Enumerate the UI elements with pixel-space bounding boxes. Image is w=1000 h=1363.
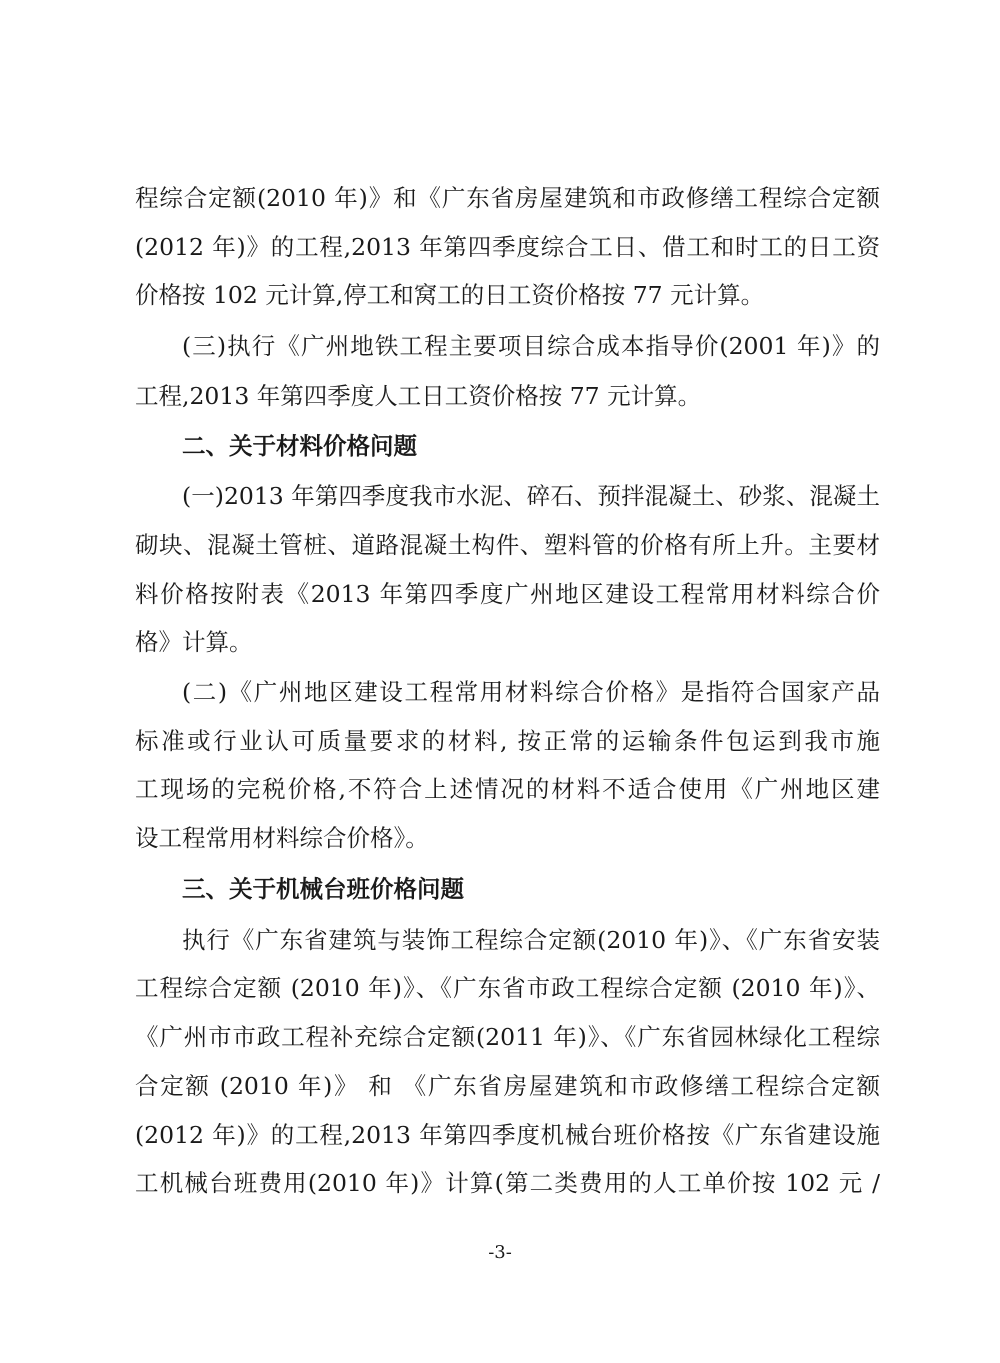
text-line: 《广州市市政工程补充综合定额(2011 年)》、《广东省园林绿化工程综: [135, 1023, 880, 1051]
text-line: 标准或行业认可质量要求的材料, 按正常的运输条件包运到我市施: [135, 727, 880, 755]
text-line: (2012 年)》的工程,2013 年第四季度机械台班价格按《广东省建设施: [135, 1121, 880, 1149]
text-line: (三)执行《广州地铁工程主要项目综合成本指导价(2001 年)》的: [182, 332, 880, 360]
text-line: 合定额 (2010 年)》 和 《广东省房屋建筑和市政修缮工程综合定额: [135, 1072, 880, 1100]
text-line: 执行《广东省建筑与装饰工程综合定额(2010 年)》、《广东省安装: [182, 926, 880, 954]
text-line: (二)《广州地区建设工程常用材料综合价格》是指符合国家产品: [182, 678, 880, 706]
text-line: 料价格按附表《2013 年第四季度广州地区建设工程常用材料综合价: [135, 580, 880, 608]
text-line: 程综合定额(2010 年)》和《广东省房屋建筑和市政修缮工程综合定额: [135, 184, 880, 212]
text-line: (一)2013 年第四季度我市水泥、碎石、预拌混凝土、砂浆、混凝土: [182, 482, 880, 510]
text-line: 工现场的完税价格,不符合上述情况的材料不适合使用《广州地区建: [135, 775, 880, 803]
text-line: 价格按 102 元计算,停工和窝工的日工资价格按 77 元计算。: [135, 281, 765, 309]
text-line: 工程综合定额 (2010 年)》、《广东省市政工程综合定额 (2010 年)》、: [135, 974, 880, 1002]
text-line: (2012 年)》的工程,2013 年第四季度综合工日、借工和时工的日工资: [135, 233, 880, 261]
text-line: 工机械台班费用(2010 年)》计算(第二类费用的人工单价按 102 元 /: [135, 1169, 880, 1197]
section-heading: 三、关于机械台班价格问题: [182, 875, 464, 903]
page-number: -3-: [488, 1242, 512, 1263]
text-line: 工程,2013 年第四季度人工日工资价格按 77 元计算。: [135, 382, 702, 410]
section-heading: 二、关于材料价格问题: [182, 432, 417, 460]
text-line: 格》计算。: [135, 628, 253, 656]
text-line: 砌块、混凝土管桩、道路混凝土构件、塑料管的价格有所上升。主要材: [135, 531, 880, 559]
text-line: 设工程常用材料综合价格》。: [135, 824, 429, 852]
